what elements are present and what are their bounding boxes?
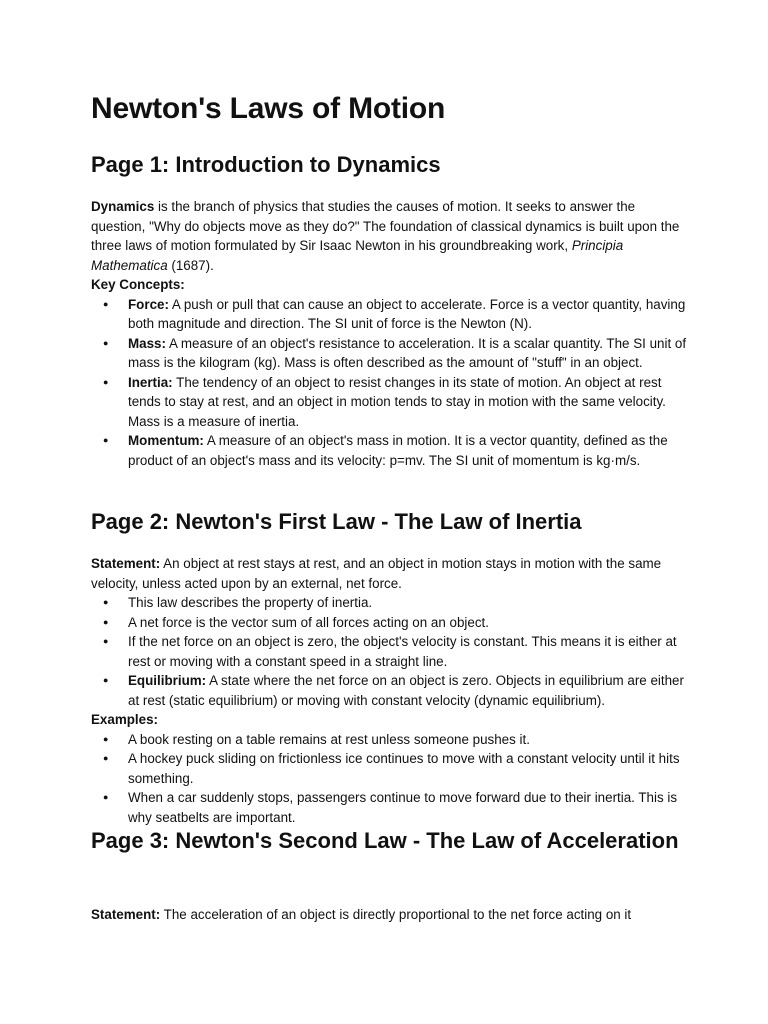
concept-text: A push or pull that can cause an object to accelerate. Force is a vector quantity, having both magnitude and direction. The SI unit of force is the Newton (N).	[128, 296, 686, 331]
page2-heading: Page 2: Newton's First Law - The Law of Inertia	[91, 509, 582, 534]
page3-section	[91, 905, 687, 925]
statement-label: Statement:	[91, 907, 161, 922]
list-item	[91, 431, 687, 470]
list-item	[91, 373, 687, 432]
intro-year: (1687).	[167, 257, 214, 273]
key-concepts-list	[91, 295, 687, 471]
list-item	[91, 671, 687, 710]
key-concepts-label: Key Concepts:	[91, 277, 185, 292]
page2-section	[91, 554, 687, 827]
dynamics-term: Dynamics	[91, 199, 155, 214]
concept-text: The tendency of an object to resist changes in its state of motion. An object at rest tends to stay at rest, and an object in motion tends to stay in motion with the same velocity. Mass is a measure of inertia.	[128, 374, 666, 429]
page3-statement	[91, 905, 687, 925]
document-title: Newton's Laws of Motion	[91, 92, 446, 125]
list-item: ● A hockey puck sliding on frictionless ice continues to move with a constant velocity until it hits something.	[91, 749, 687, 788]
list-item: ● When a car suddenly stops, passengers continue to move forward due to their inertia. This is why seatbelts are important.	[91, 788, 687, 827]
page1-intro-paragraph	[91, 197, 687, 275]
concept-text: A measure of an object's mass in motion. It is a vector quantity, defined as the product of an object's mass and its velocity: p=mv. The SI unit of momentum is kg·m/s.	[128, 433, 668, 468]
statement-text: An object at rest stays at rest, and an object in motion stays in motion with the same velocity, unless acted upon by an external, net force.	[91, 556, 662, 591]
list-item: ● This law describes the property of inertia.	[91, 593, 687, 613]
examples-list	[91, 730, 687, 828]
equilibrium-text: A state where the net force on an object is zero. Objects in equilibrium are either at rest (static equilibrium) or moving with constant velocity (dynamic equilibrium).	[128, 673, 684, 708]
concept-term: Inertia:	[128, 374, 173, 390]
page1-section	[91, 197, 687, 470]
list-item: ● If the net force on an object is zero, the object's velocity is constant. This means it is either at rest or moving with a constant speed in a straight line.	[91, 632, 687, 671]
concept-term: Force:	[128, 296, 169, 312]
page3-heading: Page 3: Newton's Second Law - The Law of Acceleration	[91, 828, 679, 853]
concept-term: Momentum:	[128, 433, 204, 448]
intro-text: is the branch of physics that studies the causes of motion. It seeks to answer the question, "Why do objects move as they do?" The foundation of classical dynamics is built upon the three laws of motion formulated by Sir Isaac Newton in his groundbreaking work,	[91, 199, 680, 253]
list-item	[91, 295, 687, 334]
principia-title: Principia Mathematica	[91, 238, 624, 273]
statement-label: Statement:	[91, 556, 161, 571]
equilibrium-term: Equilibrium:	[128, 673, 207, 688]
page1-heading: Page 1: Introduction to Dynamics	[91, 152, 441, 177]
page2-statement	[91, 554, 687, 593]
concept-text: A measure of an object's resistance to acceleration. It is a scalar quantity. The SI unit of mass is the kilogram (kg). Mass is often described as the amount of "stuff" in an object.	[128, 335, 687, 370]
list-item	[91, 334, 687, 373]
concept-term: Mass:	[128, 335, 166, 351]
list-item: ● A net force is the vector sum of all forces acting on an object.	[91, 613, 687, 633]
list-item: ● A book resting on a table remains at rest unless someone pushes it.	[91, 730, 687, 750]
first-law-list	[91, 593, 687, 710]
statement-text: The acceleration of an object is directly proportional to the net force acting on it	[160, 907, 632, 922]
examples-label: Examples:	[91, 712, 158, 727]
